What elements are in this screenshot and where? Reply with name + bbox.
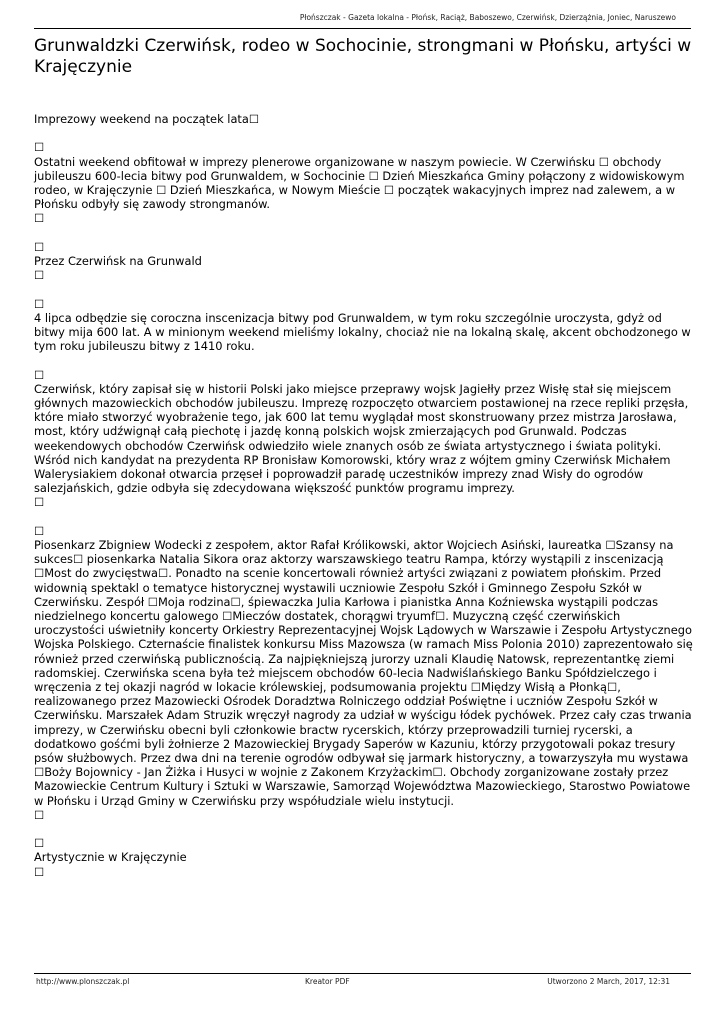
footer-created-date: Utworzono 2 March, 2017, 12:31 [547,977,670,986]
section-heading-krajeczyn: Artystycznie w Krajęczynie [34,850,187,865]
paragraph-2: Czerwińsk, który zapisał się w historii Polski jako miejsce przeprawy wojsk Jagiełły przez Wisłę stał się miejscem głównych mazowieckich obchodów jubileuszu. Imprezę rozpoczęto otwarciem postawionej na rzece repliki przęsła, które miało stworzyć wyobrażenie tego, jak 600 lat temu wyglądał most skonstruowany przez mistrza Jarosława, most, który udźwignął całą piechotę i jazdę konną polskich wojsk zmierzających pod Grunwald. Podczas weekendowych obchodów Czerwińsk odwiedziło wiele znanych osób ze świata artystycznego i świata polityki. Wśród nich kandydat na prezydenta RP Bronisław Komorowski, który wraz z wójtem gminy Czerwińsk Michałem Walerysiakiem dokonał otwarcia przęseł i poprowadził paradę uczestników imprezy znad Wisły do ogrodów salezjańskich, gdzie odbyła się zdecydowana większość punktów programu imprezy. [34,381,689,496]
placeholder-box: ☐ [34,864,45,879]
article-lead: Imprezowy weekend na początek lata☐ [34,112,260,126]
placeholder-box: ☐ [34,807,45,822]
placeholder-box: ☐ [34,211,45,226]
footer-generator: Kreator PDF [305,977,350,986]
placeholder-box: ☐ [34,140,45,155]
placeholder-box: ☐ [34,296,45,311]
paragraph-1: 4 lipca odbędzie się coroczna inscenizacja bitwy pod Grunwaldem, w tym roku szczególnie uroczysta, gdyż od bitwy mija 600 lat. A w minionym weekend mieliśmy lokalny, chociaż nie na lokalną skalę, akcent obchodzonego w tym roku jubileuszu bitwy z 1410 roku. [34,310,691,354]
article-intro: Ostatni weekend obfitował w imprezy plenerowe organizowane w naszym powiecie. W Czerwińsku ☐ obchody jubileuszu 600-lecia bitwy pod Grunwaldem, w Sochocinie ☐ Dzień Mieszkańca Gminy połączony z widowiskowym rodeo, w Krajęczynie ☐ Dzień Mieszkańca, w Nowym Mieście ☐ początek wakacyjnych imprez nad zalewem, a w Płońsku odbyły się zawody strongmanów. [34,154,685,212]
placeholder-box: ☐ [34,495,45,510]
header-divider [34,28,691,29]
footer-url-link[interactable]: http://www.plonszczak.pl [36,977,130,986]
paragraph-3: Piosenkarz Zbigniew Wodecki z zespołem, aktor Rafał Królikowski, aktor Wojciech Asiński, laureatka ☐Szansy na sukces☐ piosenkarka Natalia Sikora oraz aktorzy warszawskiego teatru Rampa, którzy wystąpili z inscenizacją ☐Most do zwycięstwa☐. Ponadto na scenie koncertowali również artyści związani z powiatem płońskim. Przed widownią spektakl o tematyce historycznej wystawili uczniowie Zespołu Szkół i Gminnego Zespołu Szkół w Czerwińsku. Zespół ☐Moja rodzina☐, śpiewaczka Julia Karłowa i pianistka Anna Koźniewska wystąpili podczas niedzielnego koncertu galowego ☐Mieczów dostatek, chorągwi tryumf☐. Muzyczną część czerwińskich uroczystości uświetniły koncerty Orkiestry Reprezentacyjnej Wojsk Lądowych w Warszawie i Zespołu Artystycznego Wojska Polskiego. Czternaście finalistek konkursu Miss Mazowsza (w ramach Miss Polonia 2010) zaprezentowało się również przed czerwińską publicznością. Za najpiękniejszą jurorzy uznali Klaudię Natowsk, reprezentantkę ziemi radomskiej. Czerwińska scena była też miejscem obchodów 60-lecia Nadwiślańskiego Banku Spółdzielczego i wręczenia z tej okazji nagród w lokacie królewskiej, podsumowania projektu ☐Między Wisłą a Płonką☐, realizowanego przez Mazowiecki Ośrodek Doradztwa Rolniczego oddział Poświętne i uczniów Zespołu Szkół w Czerwińsku. Marszałek Adam Struzik wręczył nagrody za udział w wyścigu łódek pychówek. Przez cały czas trwania imprezy, w Czerwińsku obecni byli członkowie bractw rycerskich, którzy przeprowadzili turniej rycerski, a dodatkowo gośćmi byli żołnierze 2 Mazowieckiej Brygady Saperów w Kazuniu, którzy przygotowali pokaz tresury psów służbowych. Przez dwa dni na terenie ogrodów odbywał się jarmark historyczny, a towarzyszyła mu wystawa ☐Boży Bojownicy - Jan Żiżka i Husyci w wojnie z Zakonem Krzyżackim☐. Obchody zorganizowane zostały przez Mazowieckie Centrum Kultury i Sztuki w Warszawie, Samorząd Województwa Mazowieckiego, Starostwo Powiatowe w Płońsku i Urząd Gminy w Czerwińsku przy współudziale wielu instytucji. [34,538,693,808]
article-title: Grunwaldzki Czerwińsk, rodeo w Sochocinie, strongmani w Płońsku, artyści w Krajęczynie [34,36,692,77]
placeholder-box: ☐ [34,523,45,538]
placeholder-box: ☐ [34,268,45,283]
placeholder-box: ☐ [34,367,45,382]
placeholder-box: ☐ [34,836,45,851]
placeholder-box: ☐ [34,239,45,254]
article-body [34,112,694,879]
section-heading-grunwald: Przez Czerwińsk na Grunwald [34,254,202,268]
footer-divider [34,973,691,974]
page-header-text: Płońszczak - Gazeta lokalna - Płońsk, Raciąż, Baboszewo, Czerwińsk, Dzierzążnia, Joniec, Naruszewo [299,13,676,22]
